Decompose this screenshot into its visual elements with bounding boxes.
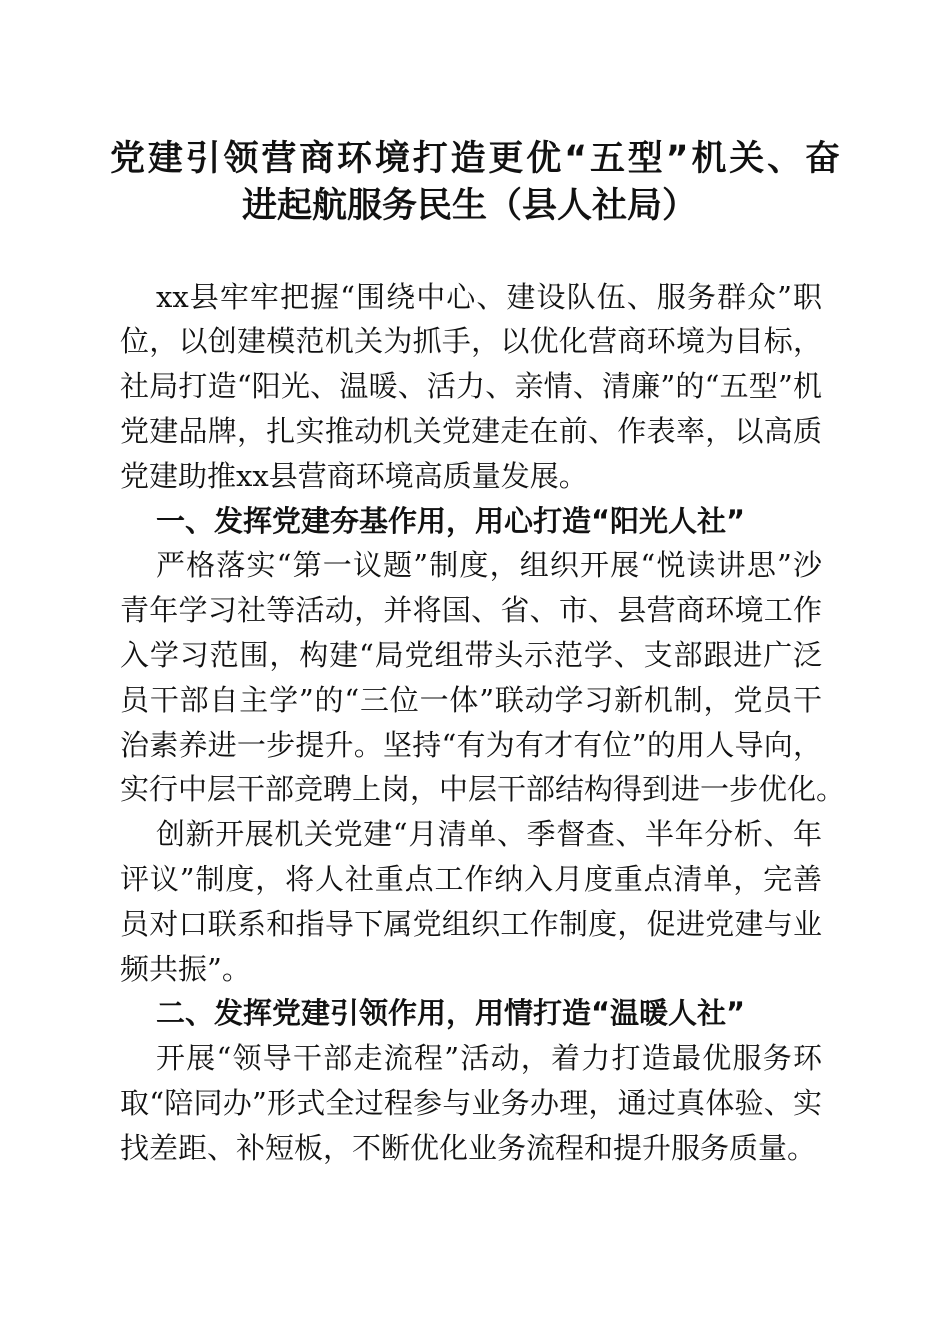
paragraph-line: 党建品牌，扎实推动机关党建走在前、作表率，以高质 <box>120 413 822 448</box>
paragraph-line: 实行中层干部竞聘上岗，中层干部结构得到进一步优化。 <box>120 772 846 807</box>
paragraph-line: 治素养进一步提升。坚持“有为有才有位”的用人导向， <box>120 727 822 762</box>
paragraph-line: 创新开展机关党建“月清单、季督查、半年分析、年 <box>156 817 822 852</box>
paragraph-line: xx县牢牢把握“围绕中心、建设队伍、服务群众”职 <box>156 279 822 314</box>
paragraph-line: 员干部自主学”的“三位一体”联动学习新机制，党员干 <box>120 682 822 717</box>
paragraph-line: 频共振”。 <box>120 951 251 986</box>
paragraph-line: 严格落实“第一议题”制度，组织开展“悦读讲思”沙 <box>156 548 822 583</box>
paragraph-line: 位，以创建模范机关为抓手，以优化营商环境为目标， <box>120 324 822 359</box>
paragraph-line: 青年学习社等活动，并将国、省、市、县营商环境工作 <box>120 593 822 628</box>
section-heading: 二、发挥党建引领作用，用情打造“温暖人社” <box>156 996 746 1031</box>
paragraph <box>120 812 822 991</box>
paragraph-line: 社局打造“阳光、温暖、活力、亲情、清廉”的“五型”机 <box>120 369 822 404</box>
paragraph <box>120 1036 822 1170</box>
paragraph-line: 取“陪同办”形式全过程参与业务办理，通过真体验、实 <box>120 1085 822 1120</box>
paragraph-line: 员对口联系和指导下属党组织工作制度，促进党建与业 <box>120 906 822 941</box>
paragraph-line: 找差距、补短板，不断优化业务流程和提升服务质量。 <box>120 1130 817 1165</box>
paragraph <box>120 543 846 812</box>
title-line-1: 党建引领营商环境打造更优“五型”机关、奋 <box>110 139 840 179</box>
section-heading: 一、发挥党建夯基作用，用心打造“阳光人社” <box>156 503 746 538</box>
document-body <box>120 275 846 1171</box>
paragraph-line: 开展“领导干部走流程”活动，着力打造最优服务环 <box>156 1041 822 1076</box>
paragraph-line: 党建助推xx县营商环境高质量发展。 <box>120 458 588 493</box>
paragraph-line: 评议”制度，将人社重点工作纳入月度重点清单，完善 <box>120 861 822 896</box>
paragraph-line: 入学习范围，构建“局党组带头示范学、支部跟进广泛 <box>120 637 822 672</box>
paragraph <box>120 275 822 499</box>
title-line-2: 进起航服务民生（县人社局） <box>242 186 698 226</box>
document-title <box>110 136 840 230</box>
